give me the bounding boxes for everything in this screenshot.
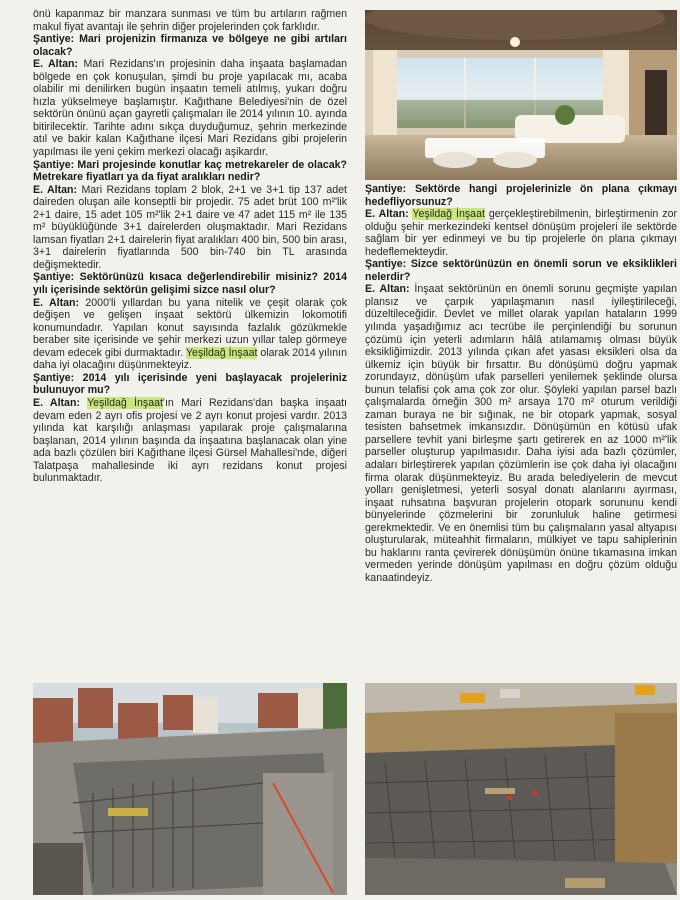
question-heading: Şantiye: Sizce sektörünüzün en önemli sorun ve eksiklikleri nelerdir?: [365, 258, 677, 283]
living-room-photo: [365, 10, 677, 180]
question-heading: Şantiye: 2014 yılı içerisinde yeni başlayacak projeleriniz bulunuyor mu?: [33, 371, 347, 397]
speaker-label: E. Altan:: [33, 296, 80, 309]
question-heading: Şantiye: Mari projenizin firmanıza ve bölgeye ne gibi artıları olacak?: [33, 33, 347, 58]
answer-paragraph: E. Altan: 2000'li yıllardan bu yana nitelik ve çeşit olarak çok değişen ve gelişen inşaat sektörü ülkemizin lokomotifi konumundadır. Yapılan konut sayısında fazlalık gözükmekle beraber site içerisinde ve şehir merkezi uzun yıllar talep görmeye devam edecek gibi durmaktadır. Yeşildağ İnşaat olarak 2014 yılının daha iyi olacağını düşünmekteyiz.: [33, 296, 348, 372]
question-heading: Şantiye: Sektörünüzü kısaca değerlendirebilir misiniz? 2014 yılı içerisinde sektörün gelişimi sizce nasıl olur?: [33, 271, 347, 297]
company-name-highlight: Yeşildağ İnşaat: [87, 396, 163, 409]
answer-paragraph: önü kapanmaz bir manzara sunması ve tüm bu artıların rağmen makul fiyat avantajı ile şehrin diğer projelerinden çok farklıdır.: [33, 8, 347, 33]
article-left-column: [33, 8, 347, 485]
answer-paragraph: E. Altan: Yeşildağ İnşaat gerçekleştirebilmenin, birleştirmenin zor olduğu şehir merkezindeki kentsel dönüşüm projeleri ile sektörde sağlam bir yer edinmeyi ve bu tip projelerle ön plana çıkmayı hedeflemekteydir.: [365, 208, 677, 258]
answer-paragraph: E. Altan: Mari Rezidans'ın projesinin daha inşaata başlamadan bölgede en çok konuşulan, şimdi bu proje yapılacak mı, acaba olabilir mi denilirken bugün inşaatın temeli atılmış, yukarı doğru hızla yükselmeye başlamıştır. Kağıthane Belediyesi'nin de özel sektörün önünü açan gayretli çalışmaları ile 2014 yılının 10. ayında bitirilecektir. Tarihte adını sıkça duyduğumuz, şehrin merkezinde atıl ve bakir kalan Kağıthane ilçesi Mari Rezidans gibi projelerin yapılması ile yeni çekim merkezi olacağı aşikardır.: [33, 58, 347, 159]
question-heading: Şantiye: Sektörde hangi projelerinizle ön plana çıkmayı hedefliyorsunuz?: [365, 183, 677, 208]
excavation-site-photo: [365, 683, 677, 895]
question-heading: Şantiye: Mari projesinde konutlar kaç metrekareler de olacak? Metrekare fiyatları ya da fiyat aralıkları nedir?: [33, 158, 347, 184]
construction-site-photo: [33, 683, 347, 895]
article-right-column: [365, 183, 677, 585]
speaker-label: E. Altan:: [365, 283, 410, 296]
speaker-label: E. Altan:: [33, 58, 79, 71]
answer-paragraph: E. Altan: Mari Rezidans toplam 2 blok, 2+1 ve 3+1 tip 137 adet daireden oluşan aile konseptli bir projedir. 75 adet brüt 100 m²'lik 2+1 daire, 15 adet 105 m²'lik 2+1 daire ve 47 adet 115 m² ile 135 m² büyüklüğünde 3+1 dairelerden oluşmaktadır. Mari Rezidans lamsan fiyatları 2+1 dairelerin fiyat aralıkları 400 bin, 500 bin arası, 3+1 dairelerin fiyatlarında 500 bin-740 bin TL arasında değişmektedir.: [33, 183, 347, 271]
speaker-label: E. Altan:: [365, 208, 409, 221]
speaker-label: E. Altan:: [33, 396, 80, 409]
company-name-highlight: Yeşildağ İnşaat: [185, 346, 258, 359]
speaker-label: E. Altan:: [33, 183, 78, 196]
company-name-highlight: Yeşildağ İnşaat: [412, 208, 485, 221]
answer-paragraph: E. Altan: Yeşildağ İnşaat'ın Mari Rezidans'dan başka inşaatı devam eden 2 ayrı ofis projesi ve 2 ayrı konut projesi vardır. 2013 yılında kat karşılığı anlaşması yapılarak proje çalışmalarına başlanan, 2014 yılının başında da inşaatına başlanacak olan yine ada bazlı çözülen biri Kağıthane ilçesi Gürsel Mahallesi'nde, diğeri Talatpaşa mahallesinde iki ayrı rezidans konut projesi bulunmaktadır.: [33, 396, 347, 485]
answer-paragraph: E. Altan: İnşaat sektörünün en önemli sorunu geçmişte yapılan plansız ve çarpık yapılaşmanın nasıl iyileştirileceği, düzeltileceğidir. Devlet ve millet olarak yapılan hataların 1999 yılında yaşadığımız acı tecrübe ile perçinlendiği bu sorunun çözümü için yeterli adımların hâlâ atılamamış olması büyük eksikliğimizdir. 2013 yılında çıkan afet yasası eksikleri olsa da ülkemiz için büyük bir fırsattır. Bu dönüşümü doğru yapmak zorundayız, dönüşüm ufak parselleri yenilemek şeklinde olursa bunun telafisi çok ama çok zor olur. Şöyleki yapılan parsel bazlı çalışmalarda örneğin 300 m² arsaya 170 m² oturum verildiği zaman buraya ne bir sığınak, ne bir otopark yapmak, sosyal tesisten bahsetmek imkansızdır. Dönüşümün en kötüsü ufak parsellere tevhit yani birleşme şartı getirerek en az 1000 m²'lik parseller oluşturup yapılmasıdır. Daha iyisi ada bazlı çözümler, adaları birleştirerek yapılan çözümlerin ise çok daha iyi olacağını firma olarak düşünmekteyiz. Bu arada belediyelerin de mevcut yolları genişletmesi, yeterli sosyal donatı alanlarını ayırması, inşaat ruhsatına başvuran projelerin otopark sorununu kendi bünyelerinde çözmelerini bir zorunluluk haline getirmesi gerekmektedir. Ve en önemlisi tüm bu çalışmaların yasal altyapısı oluşturularak, müteahhit firmaların, mülkiyet ve tapu sahiplerinin bu haklarını ranta çevirerek dönüşümün önüne tıkamasına imkan vermeden yerinde dönüşüm yapılması en doğru çözüm olduğu kanaatindeyiz.: [365, 283, 677, 584]
